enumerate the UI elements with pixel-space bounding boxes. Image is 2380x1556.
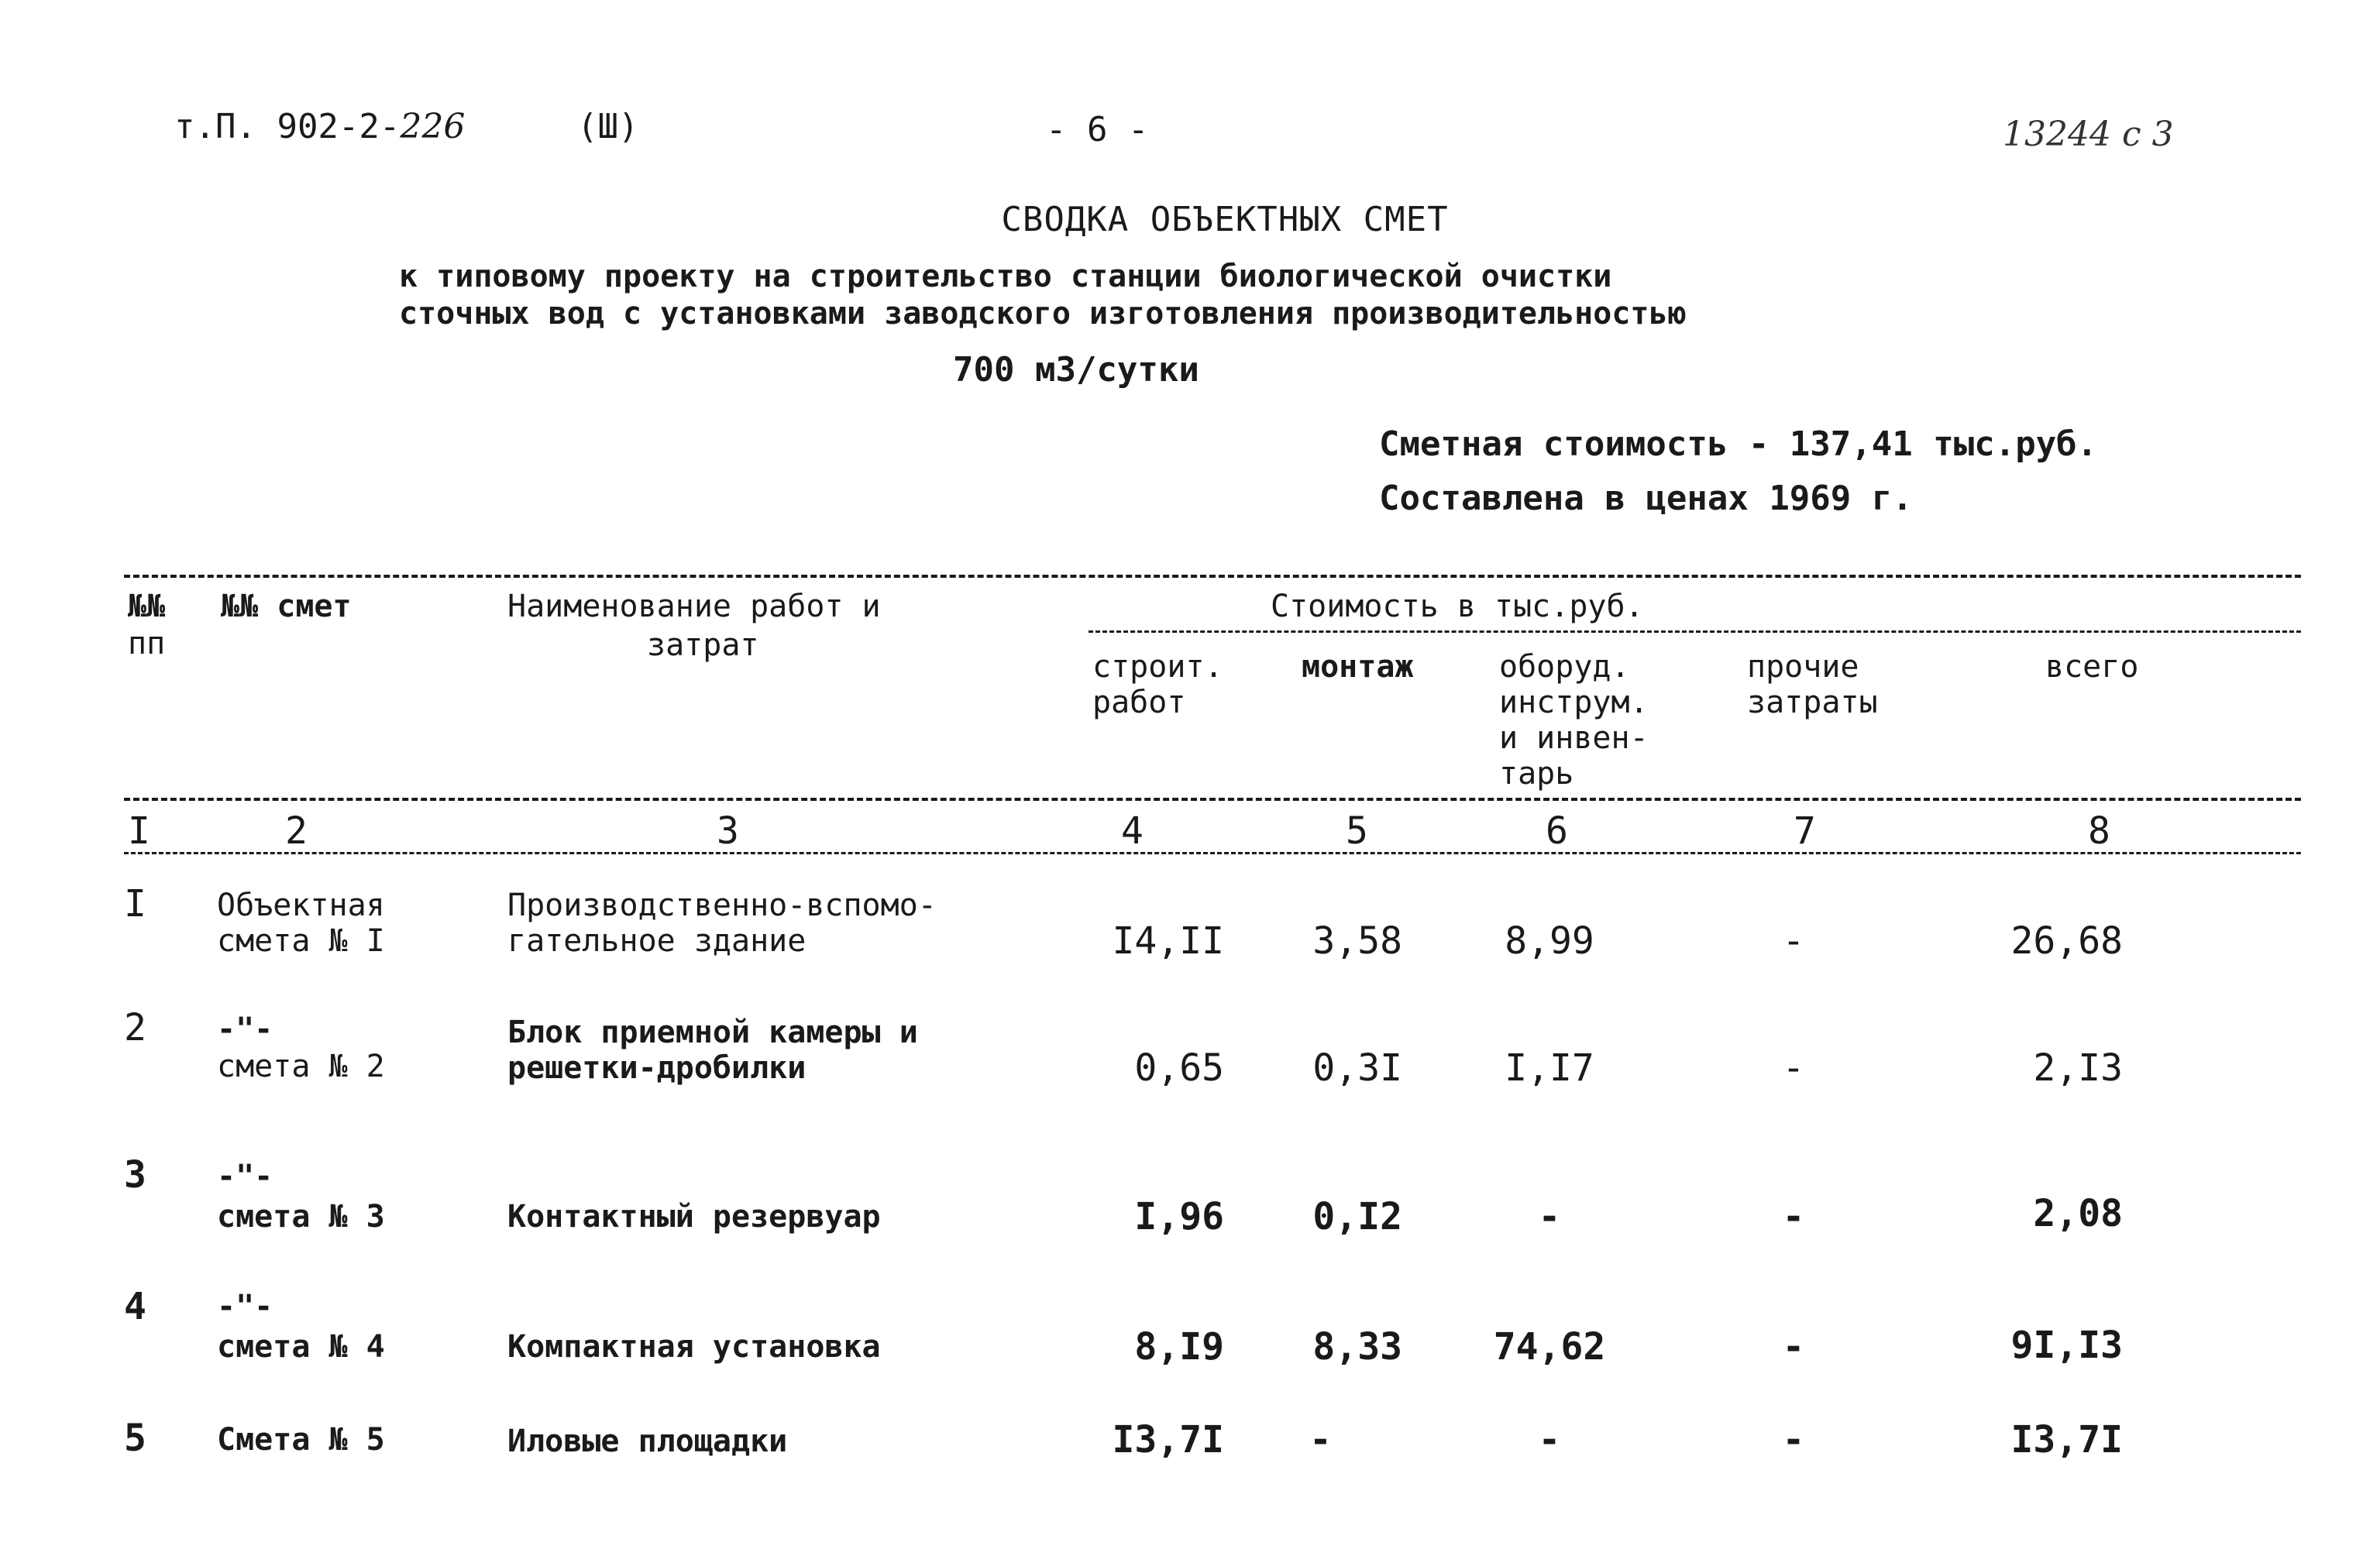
table-top-rule [124, 575, 2301, 578]
estimate-ref-line-1: -"- [217, 1159, 273, 1194]
archive-number: 13244 с 3 [2003, 115, 2174, 154]
header-col-8: всего [2045, 649, 2139, 685]
header-col-3-line-2: затрат [647, 627, 759, 663]
document-heading: СВОДКА ОБЪЕКТНЫХ СМЕТ [1001, 200, 1449, 239]
other-cost: - [1782, 1418, 1805, 1462]
row-number: 3 [124, 1153, 146, 1197]
document-code-prefix: т.П. 902-2- [174, 107, 401, 146]
other-cost: - [1782, 1195, 1805, 1238]
column-number: 2 [285, 809, 308, 853]
work-name-line-2: гательное здание [507, 923, 807, 959]
installation-cost: - [1309, 1418, 1332, 1462]
header-col-1-line-2: пп [128, 626, 166, 661]
installation-cost: 3,58 [1312, 919, 1402, 963]
header-col-7-line-1: прочие [1747, 649, 1859, 685]
page-number: - 6 - [1046, 110, 1149, 149]
total-cost: 9I,I3 [2010, 1324, 2123, 1367]
header-col-6-line-3: и инвен- [1499, 720, 1649, 756]
row-number: 2 [124, 1006, 146, 1049]
equipment-cost: - [1538, 1195, 1561, 1238]
header-col-1-line-1: №№ [128, 589, 166, 624]
header-col-3-line-1: Наименование работ и [507, 589, 881, 624]
other-cost: - [1782, 1046, 1805, 1090]
header-col-6-line-1: оборуд. [1499, 649, 1630, 685]
work-name-line-1: Иловые площадки [507, 1424, 788, 1459]
header-cost-group: Стоимость в тыс.руб. [1271, 589, 1644, 624]
header-col-7-line-2: затраты [1747, 685, 1878, 720]
work-name-line-2: решетки-дробилки [507, 1050, 807, 1086]
cost-group-rule [1089, 630, 2301, 633]
document-code [174, 107, 465, 147]
estimate-ref-line-2: смета № 2 [217, 1049, 385, 1084]
equipment-cost: 8,99 [1505, 919, 1594, 963]
column-number: 3 [717, 809, 739, 853]
installation-cost: 0,I2 [1312, 1195, 1402, 1238]
installation-cost: 0,3I [1312, 1046, 1402, 1090]
total-cost: I3,7I [2010, 1418, 2123, 1462]
header-bottom-rule [124, 798, 2301, 801]
header-col-4-line-2: работ [1092, 685, 1186, 720]
total-cost: 2,08 [2033, 1192, 2123, 1235]
estimate-ref-line-1: Объектная [217, 888, 385, 923]
estimate-ref-line-1: -"- [217, 1289, 273, 1324]
row-number: I [124, 882, 146, 926]
column-number: 8 [2088, 809, 2110, 853]
header-col-5: монтаж [1302, 649, 1414, 685]
construction-cost: I3,7I [1112, 1418, 1224, 1462]
work-name-line-1: Производственно-вспомо- [507, 888, 937, 923]
document-code-handwritten: 226 [400, 107, 466, 146]
installation-cost: 8,33 [1312, 1325, 1402, 1369]
estimate-ref-line-2: смета № 3 [217, 1199, 385, 1235]
equipment-cost: 74,62 [1493, 1325, 1606, 1369]
subtitle-line-1: к типовому проекту на строительство станции биологической очистки [399, 259, 1612, 294]
construction-cost: 8,I9 [1134, 1325, 1224, 1369]
row-number: 5 [124, 1417, 146, 1460]
column-number: I [128, 809, 150, 853]
other-cost: - [1782, 919, 1805, 963]
equipment-cost: I,I7 [1505, 1046, 1594, 1090]
estimate-ref-line-2: смета № I [217, 923, 385, 959]
column-number: 6 [1546, 809, 1568, 853]
total-cost: 2,I3 [2033, 1046, 2123, 1090]
header-col-6-line-2: инструм. [1499, 685, 1649, 720]
estimate-ref-line-1: Смета № 5 [217, 1422, 385, 1458]
equipment-cost: - [1538, 1418, 1561, 1462]
row-number: 4 [124, 1285, 146, 1328]
column-number: 4 [1121, 809, 1144, 853]
column-numbers-rule [124, 852, 2301, 854]
work-name-line-1: Контактный резервуар [507, 1199, 881, 1235]
price-basis: Составлена в ценах 1969 г. [1379, 479, 1913, 518]
subtitle-line-2: сточных вод с установками заводского изготовления производительностью [399, 296, 1687, 331]
estimate-ref-line-2: смета № 4 [217, 1329, 385, 1365]
subtitle-line-3: 700 м3/сутки [953, 350, 1199, 390]
estimate-ref-line-1: -"- [217, 1012, 273, 1047]
header-col-4-line-1: строит. [1092, 649, 1223, 685]
construction-cost: 0,65 [1134, 1046, 1224, 1090]
other-cost: - [1782, 1325, 1805, 1369]
header-col-2: №№ смет [221, 589, 352, 624]
header-col-6-line-4: тарь [1499, 756, 1574, 792]
document-section: (Ш) [577, 107, 639, 146]
construction-cost: I,96 [1134, 1195, 1224, 1238]
column-number: 5 [1346, 809, 1368, 853]
total-cost: 26,68 [2010, 919, 2123, 963]
estimated-cost: Сметная стоимость - 137,41 тыс.руб. [1379, 424, 2098, 464]
construction-cost: I4,II [1112, 919, 1224, 963]
work-name-line-1: Блок приемной камеры и [507, 1015, 918, 1050]
work-name-line-1: Компактная установка [507, 1329, 881, 1365]
column-number: 7 [1794, 809, 1816, 853]
